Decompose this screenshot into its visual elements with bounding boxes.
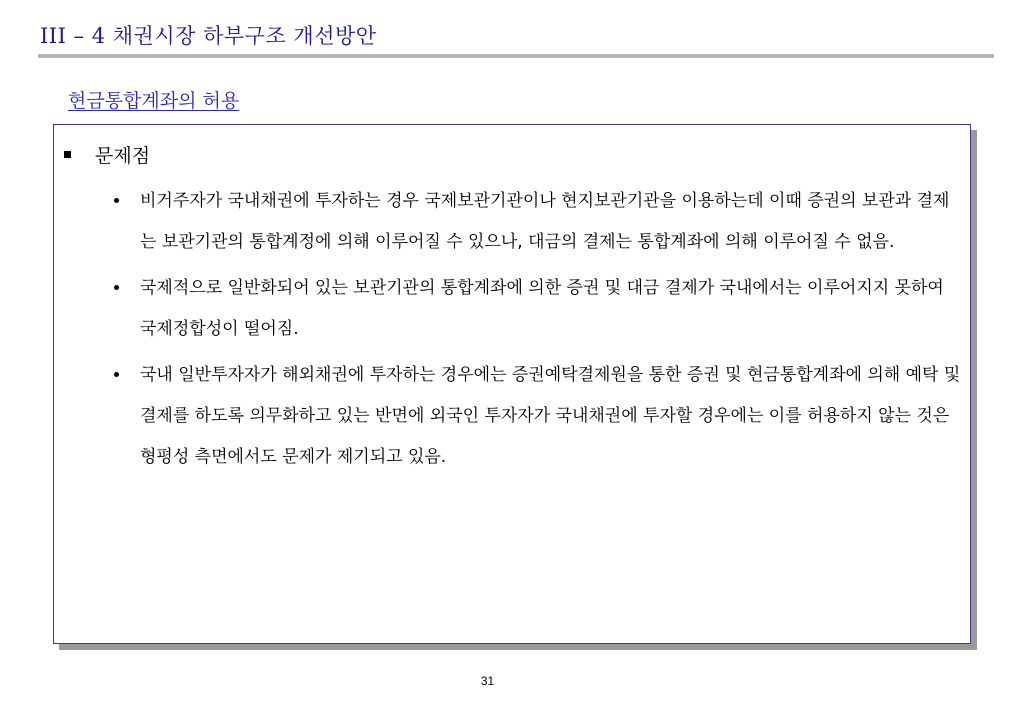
header-divider [38, 54, 994, 58]
list-item [112, 268, 962, 350]
dot-bullet-icon [114, 198, 119, 203]
list-item-text: 국내 일반투자자가 해외채권에 투자하는 경우에는 증권예탁결제원을 통한 증권 및 현금통합계좌에 의해 예탁 및 결제를 하도록 의무화하고 있는 반면에 외국인 투자자가 국내채권에 투자할 경우에는 이를 허용하지 않는 것은 형평성 측면에서도 문제가 제기되고 있음. [140, 365, 961, 467]
list-item [112, 181, 962, 263]
problem-list [112, 181, 962, 483]
list-item-text: 비거주자가 국내채권에 투자하는 경우 국제보관기관이나 현지보관기관을 이용하는데 이때 증권의 보관과 결제는 보관기관의 통합계정에 의해 이루어질 수 있으나, 대금의 결제는 통합계좌에 의해 이루어질 수 없음. [140, 191, 950, 252]
dot-bullet-icon [114, 285, 119, 290]
list-item-text: 국제적으로 일반화되어 있는 보관기관의 통합계좌에 의한 증권 및 대금 결제가 국내에서는 이루어지지 못하여 국제정합성이 떨어짐. [140, 278, 944, 339]
content-box [53, 124, 971, 644]
section-title: 현금통합계좌의 허용 [68, 90, 240, 112]
page-number: 31 [480, 674, 495, 688]
square-bullet-icon [64, 151, 71, 158]
page-title: III – 4 채권시장 하부구조 개선방안 [40, 24, 377, 48]
dot-bullet-icon [114, 372, 119, 377]
main-bullet-label: 문제점 [95, 145, 151, 167]
main-bullet [64, 141, 150, 168]
list-item [112, 355, 962, 478]
